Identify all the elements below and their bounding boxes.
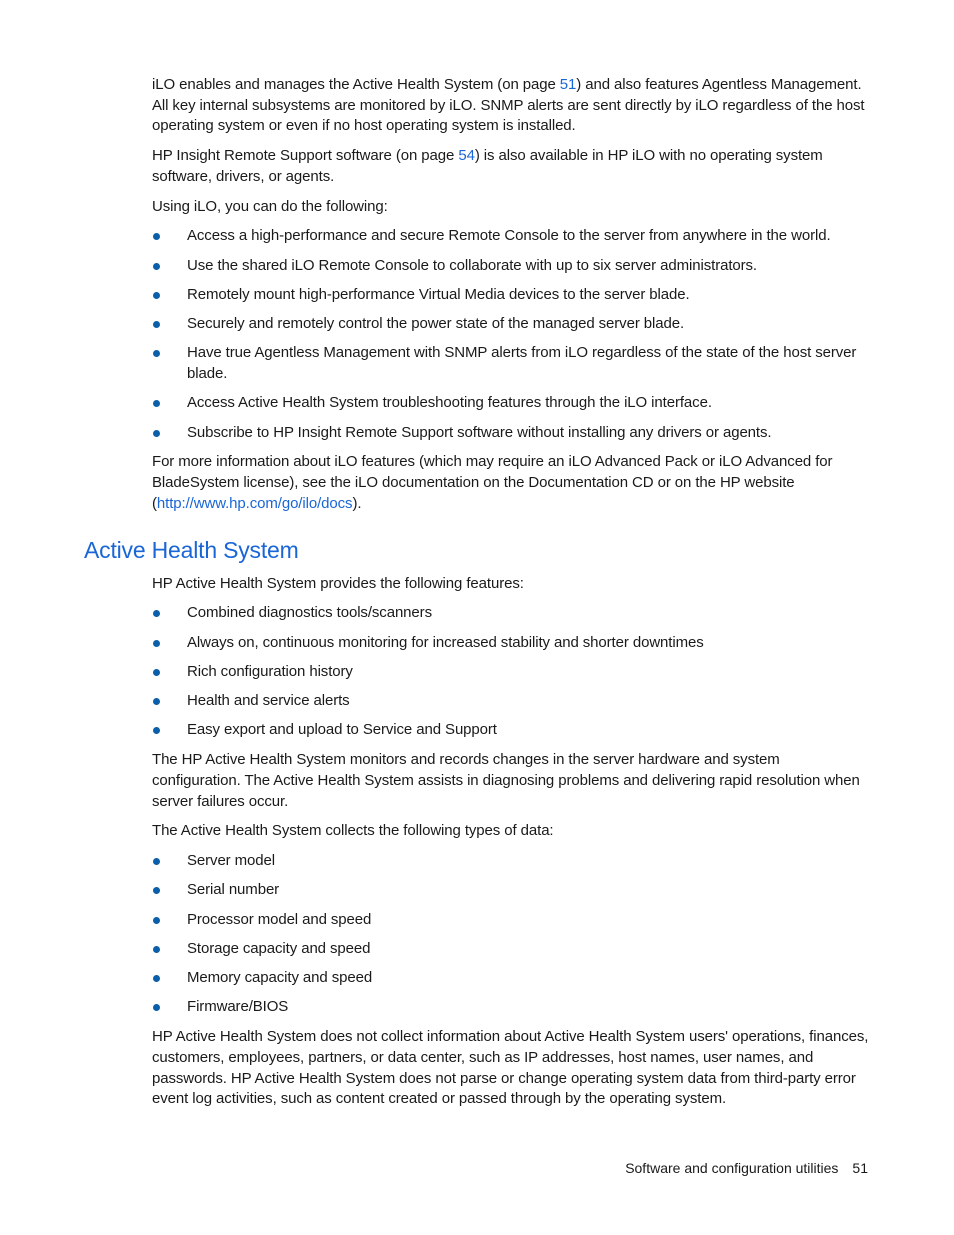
bullet-icon [153,1004,160,1011]
bullet-icon [153,233,160,240]
list-item [152,603,872,624]
list-item [152,285,872,306]
ilo-capabilities-list [152,226,872,443]
list-item [152,423,872,444]
text-span: iLO enables and manages the Active Health System (on page [152,76,560,93]
text-span: HP Insight Remote Support software (on page [152,147,459,165]
intro-paragraph-3: Using iLO, you can do the following: [152,197,388,215]
bullet-icon [153,610,160,617]
list-item [152,851,872,872]
list-item [152,393,872,414]
list-item-text: Rich configuration history [187,662,353,680]
list-item-text: Have true Agentless Management with SNMP alerts from iLO regardless of the state of the host server blade. [187,344,857,383]
list-item-text: Access Active Health System troubleshooting features through the iLO interface. [187,394,712,412]
list-item [152,997,872,1018]
page-footer [625,1158,868,1179]
list-item-text: Combined diagnostics tools/scanners [187,604,432,622]
bullet-icon [153,292,160,299]
list-item [152,226,872,247]
list-item [152,662,872,683]
list-item [152,968,872,989]
intro-paragraph-1 [152,75,872,137]
list-item-text: Memory capacity and speed [187,969,373,987]
list-item-text: Server model [187,851,276,869]
intro-paragraph-4 [152,452,872,514]
list-item-text: Easy export and upload to Service and Support [187,721,497,739]
bullet-icon [153,430,160,437]
text-span: ) is also available in HP iLO with no operating system software, drivers, or agents. [152,147,823,185]
section-paragraph-2: The HP Active Health System monitors and records changes in the server hardware and system configuration. The Active Health System assists in diagnosing problems and delivering rapid resolution when server failures occur. [152,751,860,810]
bullet-icon [153,669,160,676]
list-item-text: Health and service alerts [187,692,350,710]
footer-section-title: Software and configuration utilities [625,1160,839,1176]
list-item [152,314,872,335]
bullet-icon [153,263,160,270]
bullet-icon [153,698,160,705]
list-item-text: Remotely mount high-performance Virtual Media devices to the server blade. [187,285,690,303]
list-item-text: Firmware/BIOS [187,998,289,1016]
page-number: 51 [852,1160,868,1176]
ilo-docs-link[interactable]: http://www.hp.com/go/ilo/docs [156,494,353,512]
text-span: For more information about iLO features (which may require an iLO Advanced Pack or iLO Advanced for BladeSystem license), see the iLO documentation on the Documentation CD or on the HP website ( [152,453,833,512]
page-link-51[interactable]: 51 [559,76,577,93]
list-item-text: Use the shared iLO Remote Console to collaborate with up to six server administrators. [187,256,757,274]
bullet-icon [153,640,160,647]
section-heading: Active Health System [84,536,299,563]
list-item [152,880,872,901]
list-item [152,343,872,384]
section-paragraph-3: The Active Health System collects the following types of data: [152,822,554,840]
bullet-icon [153,917,160,924]
list-item [152,691,872,712]
bullet-icon [153,858,160,865]
list-item [152,256,872,277]
list-item-text: Subscribe to HP Insight Remote Support software without installing any drivers or agents. [187,423,772,441]
list-item-text: Always on, continuous monitoring for increased stability and shorter downtimes [187,633,704,651]
bullet-icon [153,727,160,734]
list-item [152,910,872,931]
page-content [84,75,872,1119]
list-item-text: Securely and remotely control the power state of the managed server blade. [187,315,685,333]
section-paragraph-1: HP Active Health System provides the following features: [152,574,524,592]
list-item-text: Processor model and speed [187,910,372,928]
bullet-icon [153,400,160,407]
list-item [152,633,872,654]
text-span: ) and also features Agentless Management. All key internal subsystems are monitored by iLO. SNMP alerts are sent directly by iLO regardless of the host operating system or even if no host operating system is installed. [152,76,865,135]
bullet-icon [153,350,160,357]
list-item-text: Access a high-performance and secure Remote Console to the server from anywhere in the world. [187,227,831,245]
text-span: ). [352,494,362,512]
bullet-icon [153,975,160,982]
data-types-list [152,851,872,1018]
intro-paragraph-2 [152,146,872,187]
bullet-icon [153,946,160,953]
list-item [152,720,872,741]
bullet-icon [153,887,160,894]
section-paragraph-4: HP Active Health System does not collect information about Active Health System users' operations, finances, customers, employees, partners, or data center, such as IP addresses, host names, user names, and passwords. HP Active Health System does not parse or change operating system data from third-party error event log activities, such as content created or passed through by the operating system. [152,1028,869,1108]
list-item [152,939,872,960]
list-item-text: Storage capacity and speed [187,939,371,957]
list-item-text: Serial number [187,881,280,899]
bullet-icon [153,321,160,328]
page-link-54[interactable]: 54 [458,147,475,165]
features-list [152,603,872,741]
